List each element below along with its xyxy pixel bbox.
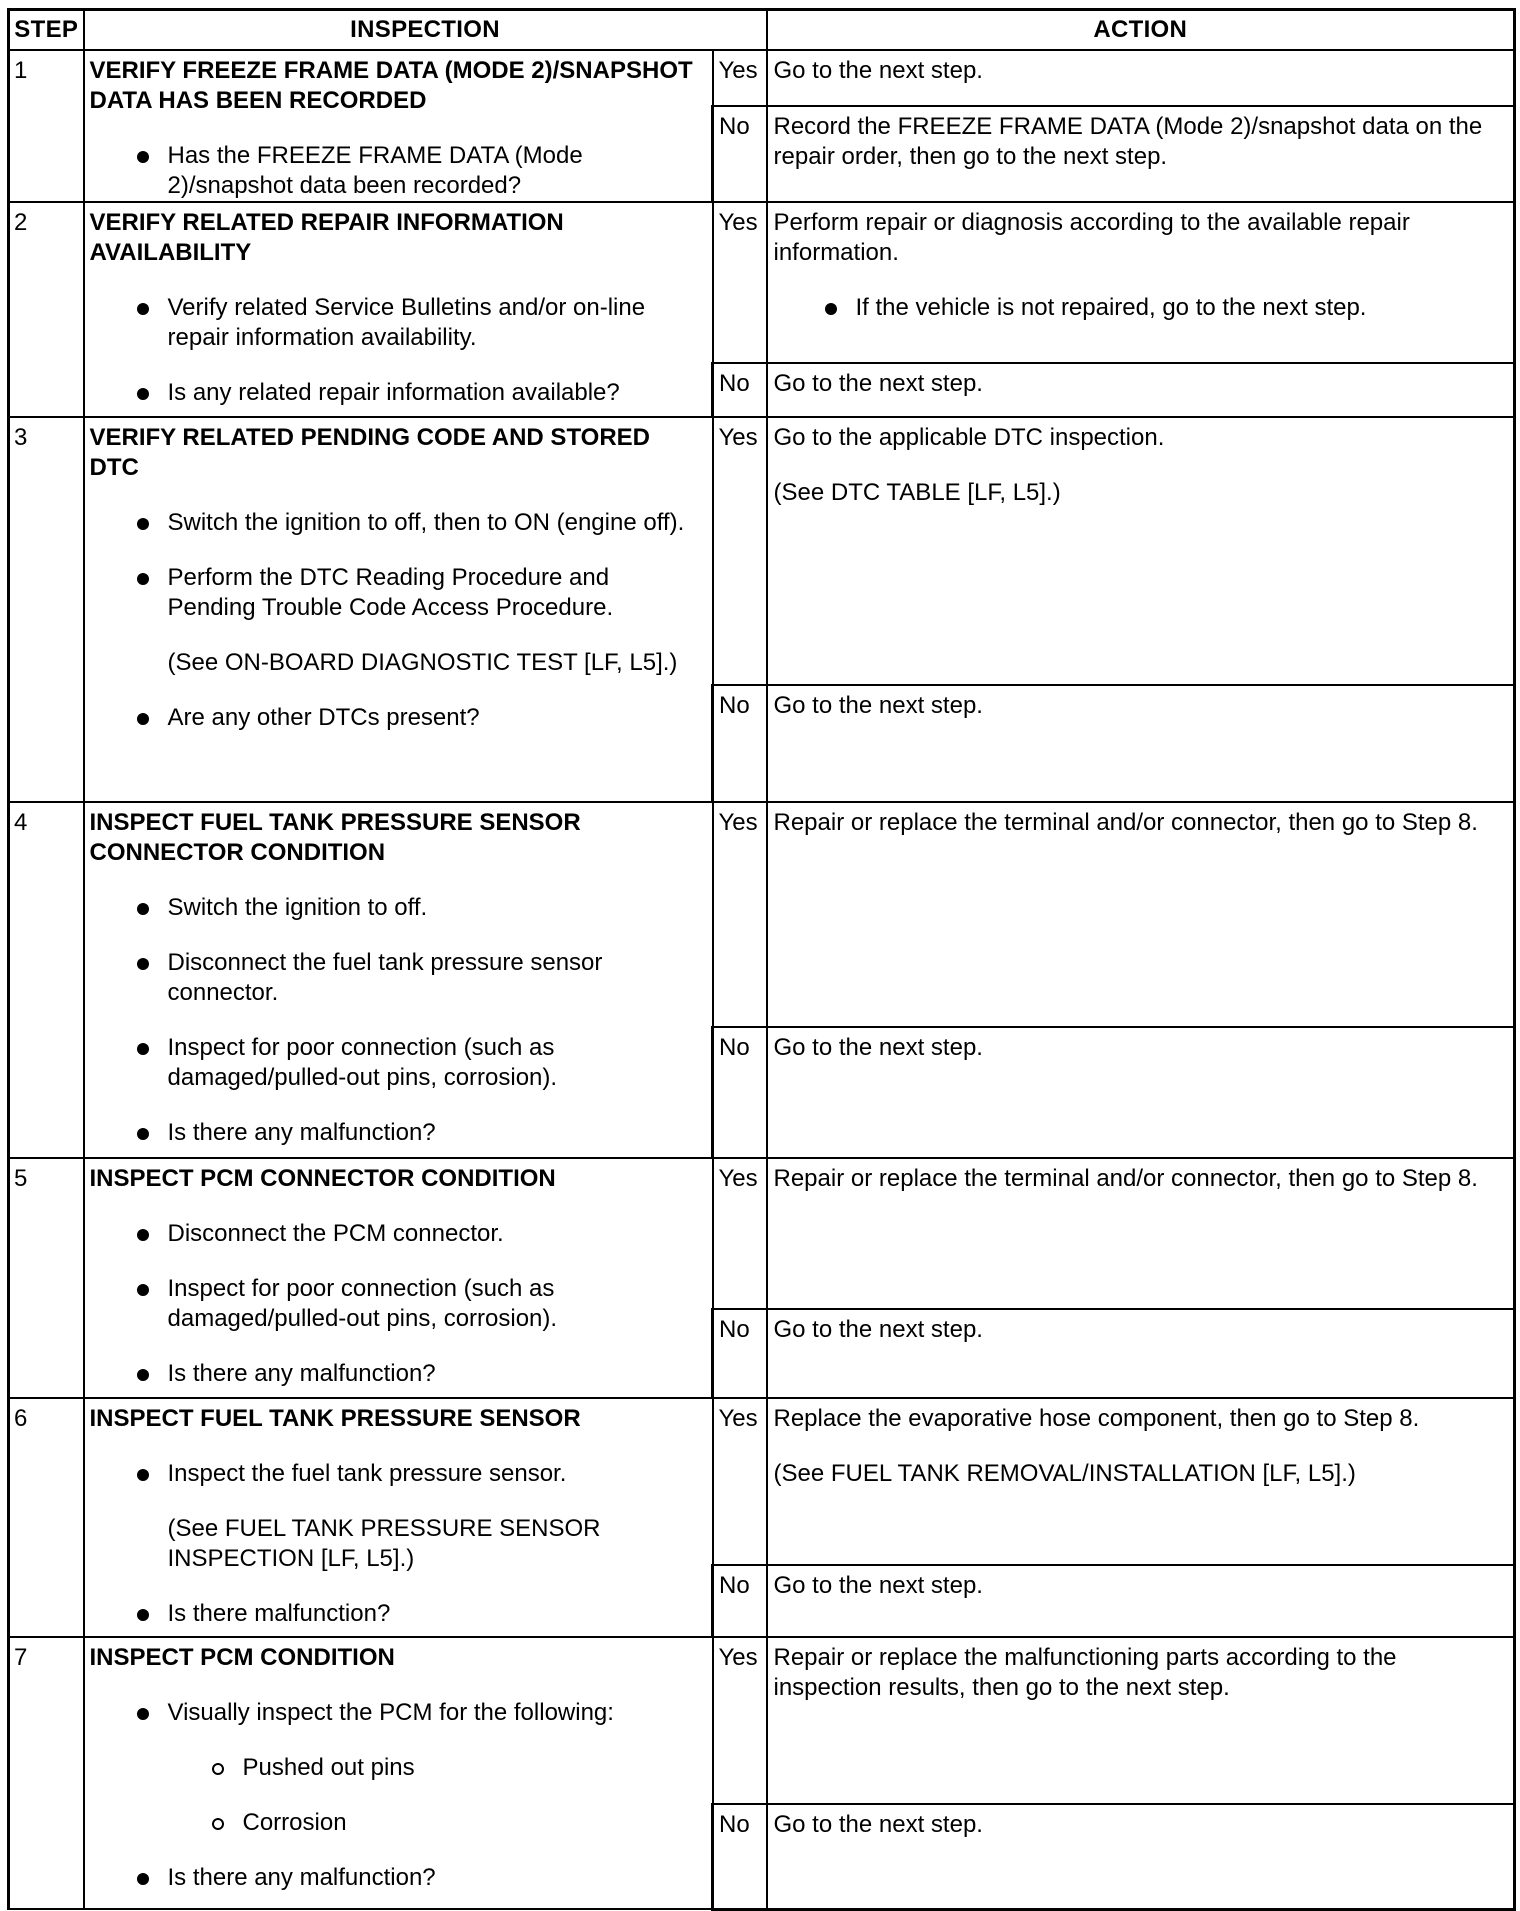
no-label: No (713, 1027, 767, 1158)
no-action (767, 1565, 1515, 1637)
inspection-bullet: Is there any malfunction? (168, 1359, 704, 1389)
step-number: 4 (9, 802, 84, 1158)
step-title: VERIFY RELATED REPAIR INFORMATION AVAILABILITY (89, 209, 564, 266)
no-action (767, 363, 1515, 417)
step-row-yes (9, 202, 1515, 363)
inspection-bullet: Verify related Service Bulletins and/or on-line repair information availability. (168, 293, 704, 353)
step-title: INSPECT FUEL TANK PRESSURE SENSOR (89, 1405, 581, 1432)
step-title: INSPECT FUEL TANK PRESSURE SENSOR CONNECTOR CONDITION (89, 809, 581, 866)
inspection-sub-bullet: Pushed out pins (243, 1753, 704, 1783)
yes-action (767, 1398, 1515, 1565)
inspection-cell (84, 802, 713, 1158)
step-number: 3 (9, 417, 84, 802)
action-text: Record the FREEZE FRAME DATA (Mode 2)/snapshot data on the repair order, then go to the next step. (773, 113, 1483, 170)
inspection-bullet: Switch the ignition to off. (168, 893, 704, 923)
step-number: 5 (9, 1158, 84, 1398)
inspection-bullet: Disconnect the fuel tank pressure sensor connector. (168, 948, 704, 1008)
action-text: Go to the next step. (773, 1572, 983, 1599)
action-text: (See DTC TABLE [LF, L5].) (773, 479, 1061, 506)
inspection-bullet: Disconnect the PCM connector. (168, 1219, 704, 1249)
yes-action (767, 202, 1515, 363)
yes-action (767, 50, 1515, 106)
no-action (767, 1309, 1515, 1398)
inspection-bullet: Are any other DTCs present? (168, 703, 704, 733)
step-title: INSPECT PCM CONDITION (89, 1644, 395, 1671)
step-number: 1 (9, 50, 84, 202)
step-row-yes (9, 1637, 1515, 1804)
inspection-cell (84, 1637, 713, 1909)
yes-action (767, 417, 1515, 685)
inspection-note: (See FUEL TANK PRESSURE SENSOR INSPECTION [LF, L5].) (167, 1515, 601, 1572)
inspection-bullet: Switch the ignition to off, then to ON (engine off). (168, 508, 704, 538)
inspection-bullet: Is there any malfunction? (168, 1118, 704, 1148)
inspection-bullet: Inspect for poor connection (such as damaged/pulled-out pins, corrosion). (168, 1274, 704, 1334)
table-body (9, 50, 1515, 1909)
step-row-yes (9, 1158, 1515, 1309)
header-step: STEP (9, 10, 84, 51)
inspection-cell (84, 50, 713, 202)
yes-label: Yes (713, 202, 767, 363)
action-text: Repair or replace the terminal and/or connector, then go to Step 8. (773, 809, 1478, 836)
inspection-cell (84, 1158, 713, 1398)
no-label: No (713, 1565, 767, 1637)
no-label: No (713, 106, 767, 202)
action-text: Go to the next step. (773, 57, 983, 84)
yes-action (767, 802, 1515, 1027)
no-label: No (713, 685, 767, 802)
inspection-note: (See ON-BOARD DIAGNOSTIC TEST [LF, L5].) (167, 649, 678, 676)
header-inspection: INSPECTION (84, 10, 767, 51)
action-text: Repair or replace the terminal and/or connector, then go to Step 8. (773, 1165, 1478, 1192)
step-row-yes (9, 417, 1515, 685)
step-title: VERIFY RELATED PENDING CODE AND STORED DTC (89, 424, 651, 481)
inspection-bullet: Has the FREEZE FRAME DATA (Mode 2)/snapshot data been recorded? (168, 141, 704, 201)
inspection-bullet: Is there malfunction? (168, 1599, 704, 1629)
inspection-bullet: Visually inspect the PCM for the following: (168, 1698, 704, 1728)
step-row-yes (9, 1398, 1515, 1565)
yes-label: Yes (713, 417, 767, 685)
action-text: Go to the next step. (773, 1034, 983, 1061)
no-label: No (713, 1309, 767, 1398)
step-row-yes (9, 802, 1515, 1027)
yes-label: Yes (713, 802, 767, 1027)
action-text: Go to the next step. (773, 1316, 983, 1343)
action-text: Replace the evaporative hose component, then go to Step 8. (773, 1405, 1420, 1432)
inspection-bullet: Perform the DTC Reading Procedure and Pending Trouble Code Access Procedure. (168, 563, 704, 623)
step-title: INSPECT PCM CONNECTOR CONDITION (89, 1165, 556, 1192)
yes-action (767, 1158, 1515, 1309)
inspection-table (7, 8, 1516, 1911)
action-bullet: If the vehicle is not repaired, go to the next step. (856, 293, 1506, 323)
header-action: ACTION (767, 10, 1515, 51)
yes-action (767, 1637, 1515, 1804)
no-label: No (713, 363, 767, 417)
inspection-bullet: Is there any malfunction? (168, 1863, 704, 1893)
inspection-cell (84, 202, 713, 417)
inspection-bullet: Inspect the fuel tank pressure sensor. (168, 1459, 704, 1489)
inspection-bullet: Inspect for poor connection (such as damaged/pulled-out pins, corrosion). (168, 1033, 704, 1093)
action-text: Go to the next step. (773, 692, 983, 719)
yes-label: Yes (713, 1637, 767, 1804)
step-number: 7 (9, 1637, 84, 1909)
inspection-sub-bullet: Corrosion (243, 1808, 704, 1838)
action-text: Repair or replace the malfunctioning parts according to the inspection results, then go to the next step. (773, 1644, 1397, 1701)
step-number: 6 (9, 1398, 84, 1637)
no-label: No (713, 1804, 767, 1909)
yes-label: Yes (713, 1398, 767, 1565)
step-number: 2 (9, 202, 84, 417)
action-text: Go to the applicable DTC inspection. (773, 424, 1165, 451)
no-action (767, 1027, 1515, 1158)
inspection-cell (84, 1398, 713, 1637)
action-text: (See FUEL TANK REMOVAL/INSTALLATION [LF, L5].) (773, 1460, 1356, 1487)
table-header-row (9, 10, 1515, 51)
action-text: Go to the next step. (773, 370, 983, 397)
yes-label: Yes (713, 1158, 767, 1309)
no-action (767, 106, 1515, 202)
no-action (767, 1804, 1515, 1909)
step-row-yes (9, 50, 1515, 106)
action-text: Perform repair or diagnosis according to the available repair information. (773, 209, 1410, 266)
no-action (767, 685, 1515, 802)
inspection-cell (84, 417, 713, 802)
inspection-bullet: Is any related repair information available? (168, 378, 704, 408)
step-title: VERIFY FREEZE FRAME DATA (MODE 2)/SNAPSHOT DATA HAS BEEN RECORDED (89, 57, 693, 114)
action-text: Go to the next step. (773, 1811, 983, 1838)
yes-label: Yes (713, 50, 767, 106)
